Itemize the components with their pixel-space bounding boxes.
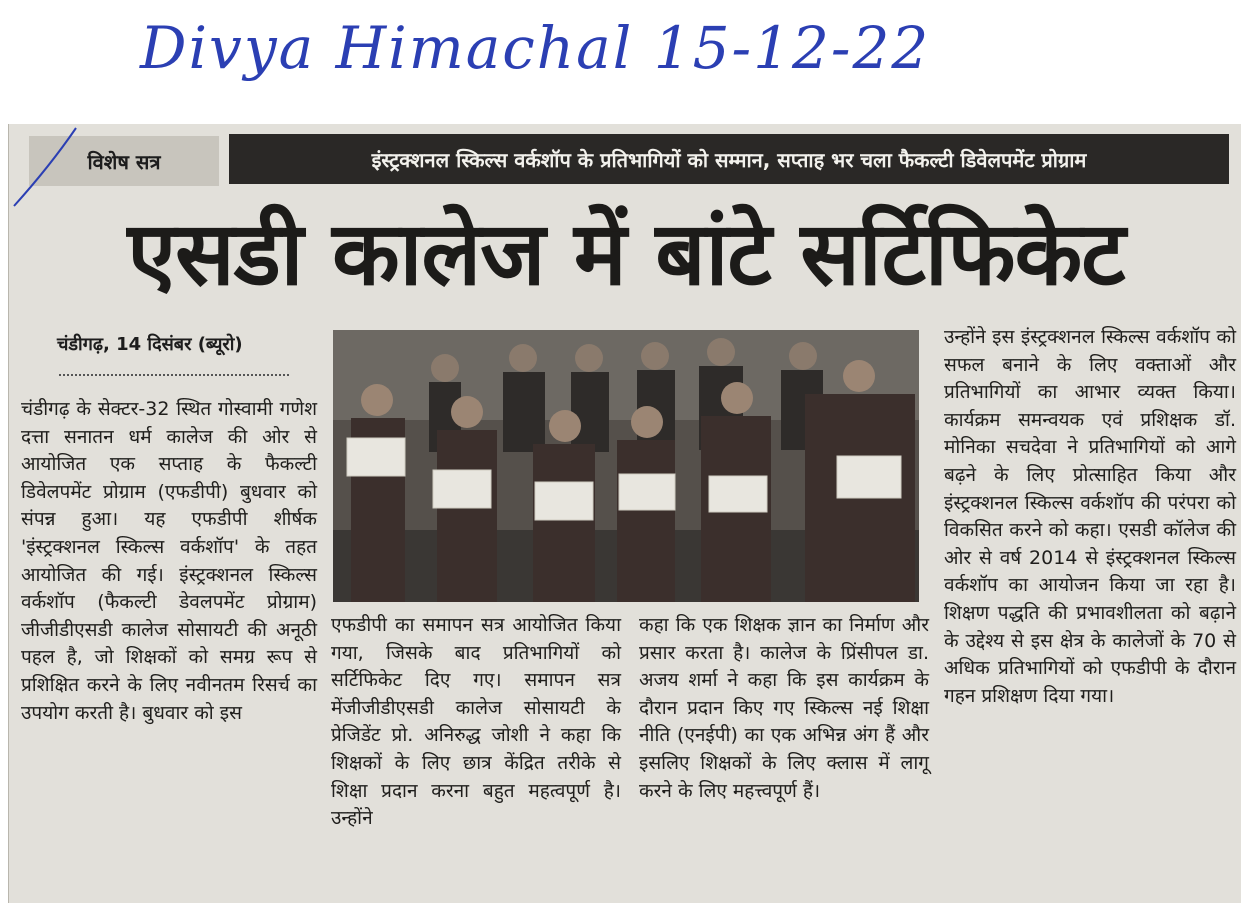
group-photo-illustration <box>333 330 919 602</box>
group-photo <box>333 330 919 602</box>
article-column-2: एफडीपी का समापन सत्र आयोजित किया गया, जिसके बाद प्रतिभागियों को सर्टिफिकेट दिए गए। समापन सत्र मेंजीजीडीएसडी कालेज सोसायटी के प्रेजिडेंट प्रो. अनिरुद्ध जोशी ने कहा कि शिक्षकों के लिए छात्र केंद्रित तरीके से शिक्षा प्रदान करना बहुत महत्वपूर्ण है। उन्होंने <box>331 614 621 830</box>
article-column-3: कहा कि एक शिक्षक ज्ञान का निर्माण और प्रसार करता है। कालेज के प्रिंसीपल डा. अजय शर्मा ने कहा कि इस कार्यक्रम के दौरान प्रदान किए गए स्किल्स नई शिक्षा नीति (एनईपी) का एक अभिन्न अंग हैं और इसलिए शिक्षकों के लिए क्लास में लागू करने के लिए महत्त्वपूर्ण हैं। <box>639 614 929 802</box>
dateline: चंडीगढ़, 14 दिसंबर (ब्यूरो) <box>57 334 243 355</box>
section-tag: विशेष सत्र <box>29 136 219 186</box>
pen-stroke-mark <box>10 126 90 216</box>
newspaper-clipping <box>8 124 1241 903</box>
dateline-divider <box>59 374 289 376</box>
handwritten-annotation: Divya Himachal 15-12-22 <box>140 14 931 82</box>
main-headline: एसडी कालेज में बांटे सर्टिफिकेट <box>127 202 1125 305</box>
strap-headline: इंस्ट्रक्शनल स्किल्स वर्कशॉप के प्रतिभागियों को सम्मान, सप्ताह भर चला फैकल्टी डिवेलपमेंट प्रोग्राम <box>229 134 1229 184</box>
article-column-1: चंडीगढ़ के सेक्टर-32 स्थित गोस्वामी गणेश दत्ता सनातन धर्म कालेज की ओर से आयोजित एक सप्ताह के फैकल्टी डिवेलपमेंट प्रोग्राम (एफडीपी) बुधवार को संपन्न हुआ। यह एफडीपी शीर्षक 'इंस्ट्रक्शनल स्किल्स वर्कशॉप' के तहत आयोजित की गई। इंस्ट्रक्शनल स्किल्स वर्कशॉप (फैकल्टी डेवलपमेंट प्रोग्राम) जीजीडीएसडी कालेज सोसायटी की अनूठी पहल है, जो शिक्षकों को समग्र रूप से प्रशिक्षित करने के लिए नवीनतम रिसर्च का उपयोग करती है। बुधवार को इस <box>21 398 317 724</box>
article-column-4: उन्होंने इस इंस्ट्रक्शनल स्किल्स वर्कशॉप को सफल बनाने के लिए वक्ताओं और प्रतिभागियों का आभार व्यक्त किया। कार्यक्रम समन्वयक एवं प्रशिक्षक डॉ. मोनिका सचदेवा ने प्रतिभागियों को आगे बढ़ने के लिए प्रोत्साहित किया और इंस्ट्रक्शनल स्किल्स वर्कशॉप की परंपरा को विकसित करने को कहा। एसडी कॉलेज की ओर से वर्ष 2014 से इंस्ट्रक्शनल स्किल्स वर्कशॉप का आयोजन किया जा रहा है। शिक्षण पद्धति की प्रभावशीलता को बढ़ाने के उद्देश्य से इस क्षेत्र के कालेजों के 70 से अधिक प्रतिभागियों को एफडीपी के दौरान गहन प्रशिक्षण दिया गया। <box>944 326 1236 707</box>
